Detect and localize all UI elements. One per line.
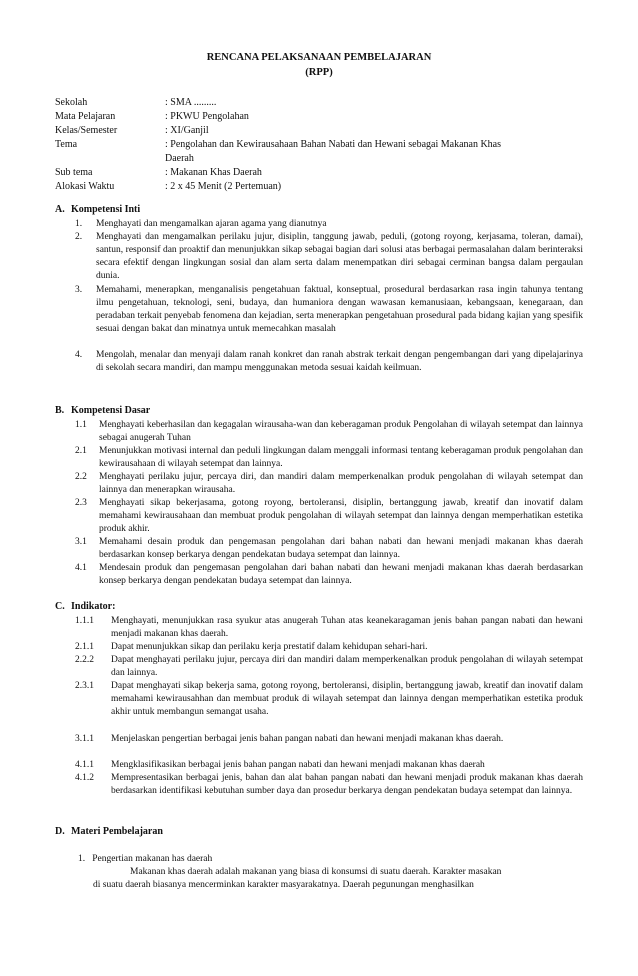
section-heading-a xyxy=(55,204,140,215)
section-title: Kompetensi Dasar xyxy=(71,405,151,416)
item-text: Menghayati dan mengamalkan perilaku jujur, disiplin, tanggung jawab, peduli, (gotong royong, kerjasama, toleran, damai), santun, responsif dan proaktif dan menunjukkan sikap sebagai bagian dari solusi atas berbagai permasalahan dalam berinteraksi secara efektif dengan lingkungan sosial dan alam serta dalam menempatkan diri sebagai cerminan bangsa dalam pergaulan dunia. xyxy=(96,232,583,281)
meta-key: Kelas/Semester xyxy=(55,125,118,136)
section-letter: A. xyxy=(55,204,65,215)
section-letter: C. xyxy=(55,601,65,612)
materi-item-heading: 1. Pengertian makanan has daerah xyxy=(78,854,213,864)
item-text: Menunjukkan motivasi internal dan peduli lingkungan dalam menggali informasi tentang keberagaman produk pengolahan dan kewirausahaan di wilayah setempat dan lainnya. xyxy=(99,446,583,469)
item-text: Menghayati perilaku jujur, percaya diri, dan mandiri dalam memperkenalkan produk pengolahan di wilayah setempat dan lainnya dan menerapkan wirausaha. xyxy=(99,472,583,495)
section-heading-d xyxy=(55,826,163,837)
meta-key: Alokasi Waktu xyxy=(55,181,115,192)
meta-key: Tema xyxy=(55,139,78,150)
item-text: Menghayati keberhasilan dan kegagalan wirausaha-wan dan keberagaman produk Pengolahan di wilayah setempat dan lainnya sebagai anugerah Tuhan xyxy=(99,420,583,443)
meta-value: Daerah xyxy=(165,153,194,164)
item-number: 2.2.2 xyxy=(75,655,94,665)
meta-key: Sub tema xyxy=(55,167,93,178)
section-letter: D. xyxy=(55,826,65,837)
item-text: Mempresentasikan berbagai jenis, bahan dan alat bahan pangan nabati dan hewani menjadi produk makanan khas daerah berdasarkan identifikasi kebutuhan sumber daya dan prosedur berkarya dengan pendekatan budaya setempat dan lainnya. xyxy=(111,773,583,796)
section-title: Indikator: xyxy=(71,601,116,612)
meta-value: : XI/Ganjil xyxy=(165,125,209,136)
meta-value: : PKWU Pengolahan xyxy=(165,111,249,122)
item-number: 3.1 xyxy=(75,537,87,547)
materi-paragraph-line: di suatu daerah biasanya mencerminkan karakter masyarakatnya. Daerah pegunungan menghasilkan xyxy=(93,880,474,890)
item-number: 1.1 xyxy=(75,420,87,430)
item-text: Mendesain produk dan pengemasan pengolahan dari bahan nabati dan hewani menjadi makanan khas daerah berdasarkan konsep berkarya dengan pendekatan budaya setempat dan lainnya. xyxy=(99,563,583,586)
item-number: 1.1.1 xyxy=(75,616,94,626)
item-number: 2.1.1 xyxy=(75,642,94,652)
meta-key: Mata Pelajaran xyxy=(55,111,116,122)
item-number: 4. xyxy=(75,350,83,360)
item-number: 2.1 xyxy=(75,446,87,456)
item-text: Menghayati dan mengamalkan ajaran agama yang dianutnya xyxy=(96,219,327,229)
meta-value: : 2 x 45 Menit (2 Pertemuan) xyxy=(165,181,282,192)
item-number: 3.1.1 xyxy=(75,734,94,744)
meta-value: : SMA ......... xyxy=(165,97,217,108)
item-text: Dapat menunjukkan sikap dan perilaku kerja prestatif dalam kehidupan sehari-hari. xyxy=(111,642,428,652)
item-number: 2. xyxy=(75,232,83,242)
item-number: 3. xyxy=(75,285,83,295)
meta-value: : Makanan Khas Daerah xyxy=(165,167,262,178)
document-title: RENCANA PELAKSANAAN PEMBELAJARAN xyxy=(206,52,432,63)
item-number: 4.1.1 xyxy=(75,760,94,770)
materi-paragraph-line: Makanan khas daerah adalah makanan yang biasa di konsumsi di suatu daerah. Karakter masakan xyxy=(130,867,502,877)
document-subtitle: (RPP) xyxy=(305,67,333,78)
item-number: 1. xyxy=(75,219,83,229)
item-text: Dapat menghayati perilaku jujur, percaya diri dan mandiri dalam memperkenalkan produk pengolahan di wilayah setempat dan lainnya. xyxy=(111,655,583,678)
item-number: 4.1 xyxy=(75,563,87,573)
meta-value: : Pengolahan dan Kewirausahaan Bahan Nabati dan Hewani sebagai Makanan Khas xyxy=(165,139,501,150)
section-title: Kompetensi Inti xyxy=(71,204,141,215)
item-text: Menghayati, menunjukkan rasa syukur atas anugerah Tuhan atas keanekaragaman jenis bahan pangan nabati dan hewani menjadi makanan khas daerah. xyxy=(111,616,583,639)
item-text: Memahami, menerapkan, menganalisis pengetahuan faktual, konseptual, prosedural berdasarkan rasa ingin tahunya tentang ilmu pengetahuan, teknologi, seni, budaya, dan humaniora dengan wawasan kemanusiaan, kebangsaan, kenegaraan, dan peradaban terkait penyebab fenomena dan kejadian, serta menerapkan pengetahuan prosedural pada bidang kajian yang spesifik sesuai dengan bakat dan minatnya untuk memecahkan masalah xyxy=(96,285,583,334)
section-letter: B. xyxy=(55,405,65,416)
item-text: Mengolah, menalar dan menyaji dalam ranah konkret dan ranah abstrak terkait dengan pengembangan dari yang dipelajarinya di sekolah secara mandiri, dan mampu menggunakan metoda sesuai kaidah keilmuan. xyxy=(96,350,583,373)
item-text: Menjelaskan pengertian berbagai jenis bahan pangan nabati dan hewani menjadi makanan khas daerah. xyxy=(111,734,504,744)
item-number: 4.1.2 xyxy=(75,773,94,783)
item-number: 2.3.1 xyxy=(75,681,94,691)
item-text: Mengklasifikasikan berbagai jenis bahan pangan nabati dan hewani menjadi makanan khas daerah xyxy=(111,760,485,770)
item-number: 2.2 xyxy=(75,472,87,482)
section-title: Materi Pembelajaran xyxy=(71,826,163,837)
item-text: Memahami desain produk dan pengemasan pengolahan dari bahan nabati dan hewani menjadi makanan khas daerah berdasarkan konsep berkarya dengan pendekatan budaya setempat dan lainnya. xyxy=(99,537,583,560)
item-text: Dapat menghayati sikap bekerja sama, gotong royong, bertoleransi, disiplin, bertanggung jawab, kreatif dan inovatif dalam memahami kewirausahhan dan membuat produk di wilayah setempat dan lainnya dengan memperhatikan estetika produk akhir untuk membangun semangat usaha. xyxy=(111,681,583,717)
item-text: Menghayati sikap bekerjasama, gotong royong, bertoleransi, disiplin, bertanggung jawab, kreatif dan inovatif dalam memahami kewirausahaan dan membuat produk pengolahan di wilayah setempat dan lainnya dengan memperhatikan estetika produk akhir. xyxy=(99,498,583,534)
meta-key: Sekolah xyxy=(55,97,88,108)
item-number: 2.3 xyxy=(75,498,87,508)
section-heading-c xyxy=(55,601,115,612)
section-heading-b xyxy=(55,405,150,416)
